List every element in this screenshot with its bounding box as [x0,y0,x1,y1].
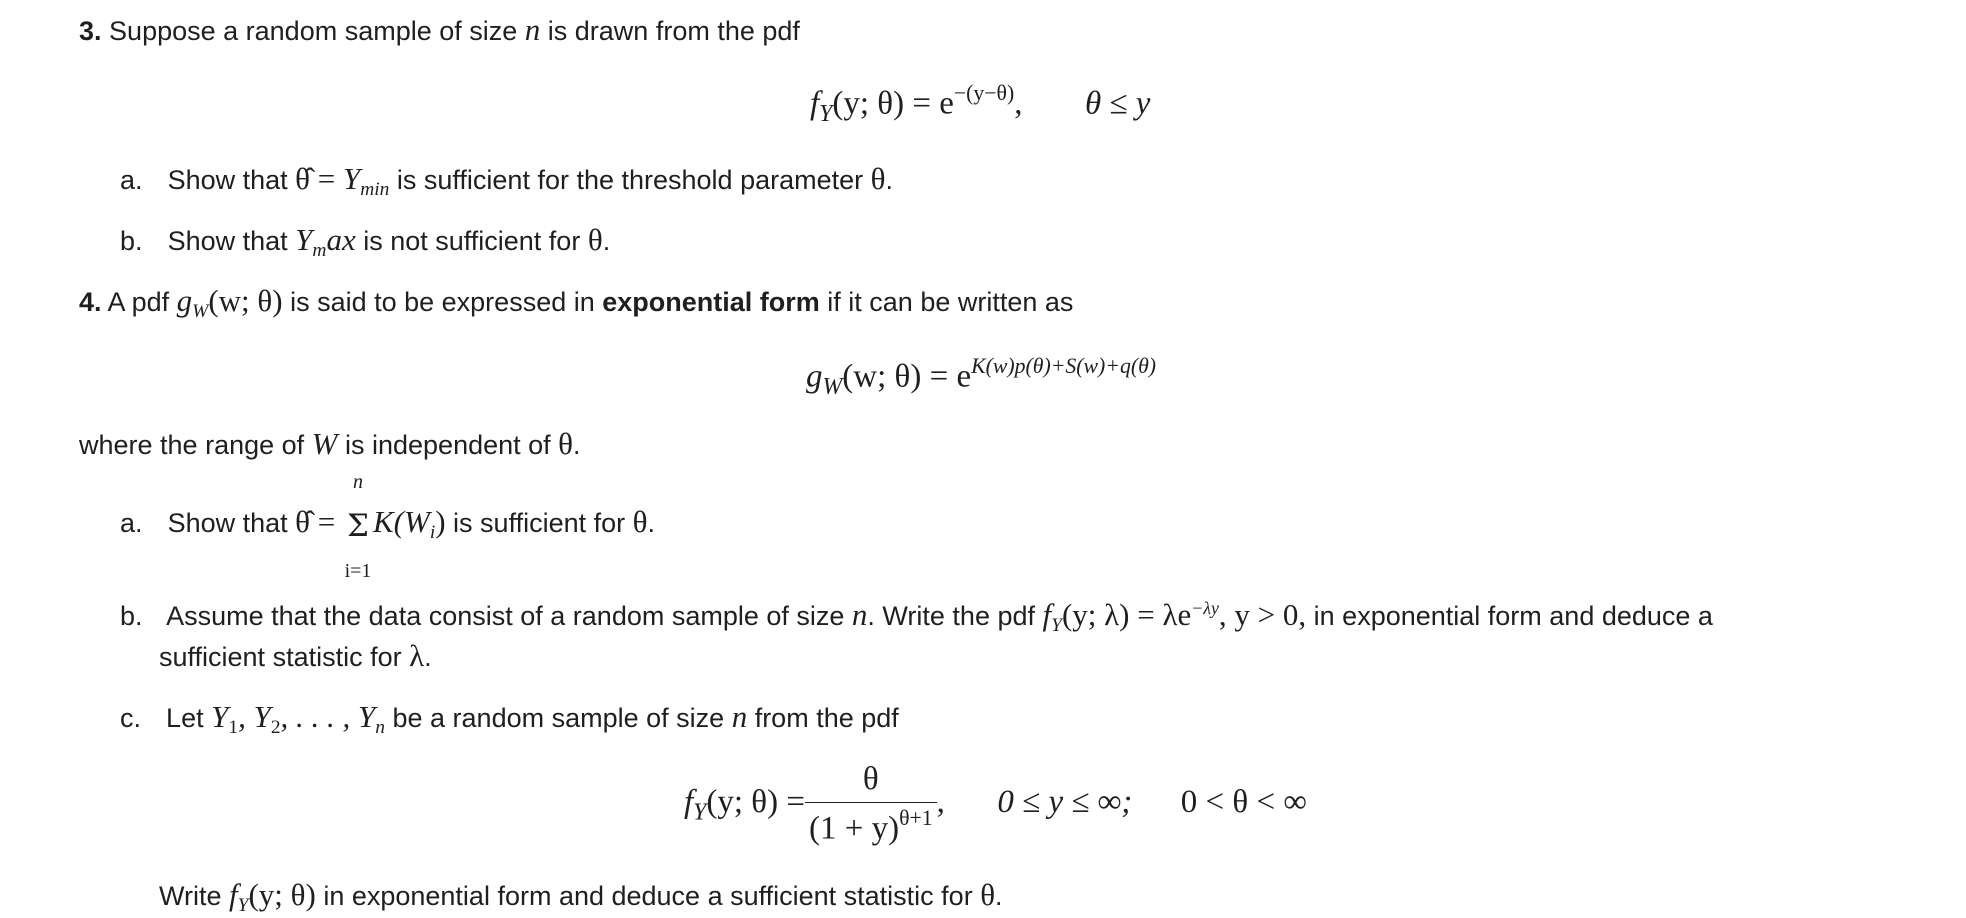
q4-part-c-instruction: Write $f_Y(y$; θ) in exponential form and deduce a sufficient statistic for θ. [159,877,1003,917]
q4-part-c: c. Let $Y_1$, $Y_2$, . . . , $Y_n$ be a random sample of size n from the pdf [120,699,899,739]
q3-intro: 3. Suppose a random sample of size n is drawn from the pdf [79,12,800,47]
q3-part-b: b. Show that $Y_max$ is not sufficient for θ. [120,222,611,262]
q3-number: 3. [79,16,102,46]
q4-exponential-form-equation: $g_W(w$; $\theta) = e^{K(w)p(\theta)+S(w)+q(\theta)}$ [806,354,1157,401]
q4-part-b: b. Assume that the data consist of a random sample of size n. Write the pdf $f_Y(y$; $\lambda) = \lambda e^{-\lambda y}$, y > 0, in exponential form and deduce a [120,597,1713,637]
q4-part-b-continuation: sufficient statistic for λ. [159,638,432,673]
q4-part-a: a. Show that θ̂ = n Σ i=1 $K(W_i)$ is sufficient for θ. [120,471,655,583]
fraction: $\frac{\theta}{(1 + y)^{\theta+1}}$ [805,760,937,849]
q4-where-line: where the range of W is independent of θ. [79,426,581,461]
exponential-form-term: exponential form [602,287,820,317]
summation-symbol: n Σ i=1 [344,471,372,583]
q4-number: 4. [79,287,102,317]
q4-part-c-pdf-equation: $f_Y(y$; θ) = $\frac{\theta}{(1 + y)^{\theta+1}}$ , 0 ≤ y ≤ ∞; 0 < θ < ∞ [684,760,1307,849]
q4-intro: 4. A pdf $g_W(w$; θ) is said to be expressed in exponential form if it can be written as [79,283,1074,323]
q3-pdf-equation: $f_Y(y$; $\theta) = e^{-(y-\theta)}$, θ ≤ y [810,81,1151,128]
q3-part-a: a. Show that θ̂ = $Y_{min}$ is sufficient for the threshold parameter θ. [120,161,894,201]
